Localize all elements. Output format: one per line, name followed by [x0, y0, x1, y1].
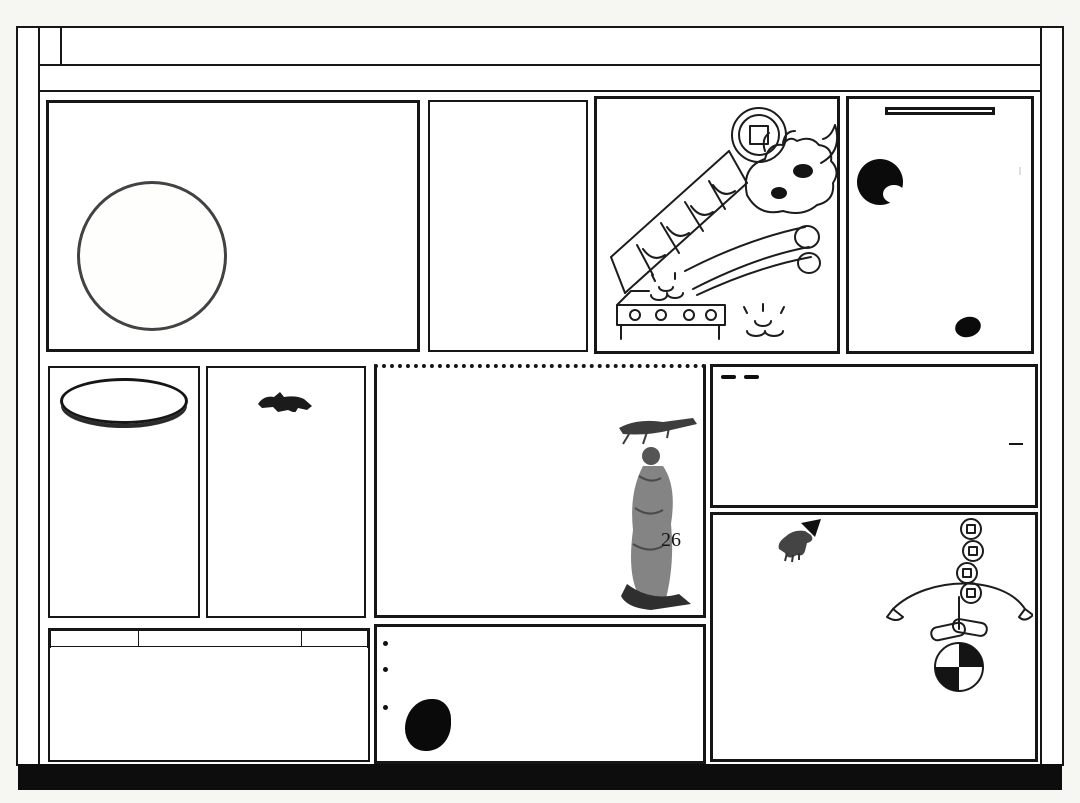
footer-declaration [18, 764, 1062, 790]
header-bar [40, 28, 1040, 66]
badge-total-open [721, 375, 736, 379]
marksix-strip-right [1040, 28, 1062, 764]
kaipan-panel [710, 364, 1038, 508]
jiehua-panel [710, 512, 1038, 762]
gongling-panel [428, 100, 588, 352]
gongling-title [430, 112, 586, 176]
xunma-title [885, 107, 995, 115]
xunma-panel [846, 96, 1034, 354]
col-result [139, 631, 302, 647]
calligraphy-title-panel [46, 100, 420, 352]
marksix-strip-left [18, 28, 40, 764]
xunma-date-note [1019, 167, 1021, 175]
ink-blob-mark [953, 314, 983, 340]
masthead-title [61, 28, 852, 64]
results-header-row [51, 631, 368, 647]
results-table-panel [48, 628, 370, 762]
capsule-chain-panel [374, 624, 706, 764]
marksix-strip-top [40, 66, 1040, 92]
issue-block [850, 28, 1040, 64]
badge-special-open [744, 375, 759, 379]
ink-blob [405, 699, 451, 751]
immortal-figure-illustration [599, 416, 699, 611]
zodiac-animal-silhouette [254, 390, 318, 412]
balance-scale-illustration [883, 517, 1033, 702]
col-period [51, 631, 139, 647]
teema-panel [48, 366, 200, 618]
poem-panel [206, 366, 366, 618]
pointing-hand-icon [771, 519, 823, 565]
dot-mark [383, 705, 388, 710]
phone-notice [40, 28, 62, 64]
year-count-stat-2 [1009, 443, 1023, 451]
circular-seal [77, 181, 227, 331]
ghost-print-text [208, 371, 364, 376]
dot-mark [383, 641, 388, 646]
ox-coin-illustration [597, 99, 837, 351]
dot-mark [383, 667, 388, 672]
ox-drawing-panel [594, 96, 840, 354]
kaipan-badges [713, 367, 1035, 379]
col-wave [302, 631, 368, 647]
svg-text:26: 26 [661, 529, 681, 551]
teema-oval-title [60, 378, 188, 424]
lingma-panel [374, 364, 706, 618]
results-table [50, 630, 368, 647]
ink-crescent-mark [857, 159, 903, 205]
